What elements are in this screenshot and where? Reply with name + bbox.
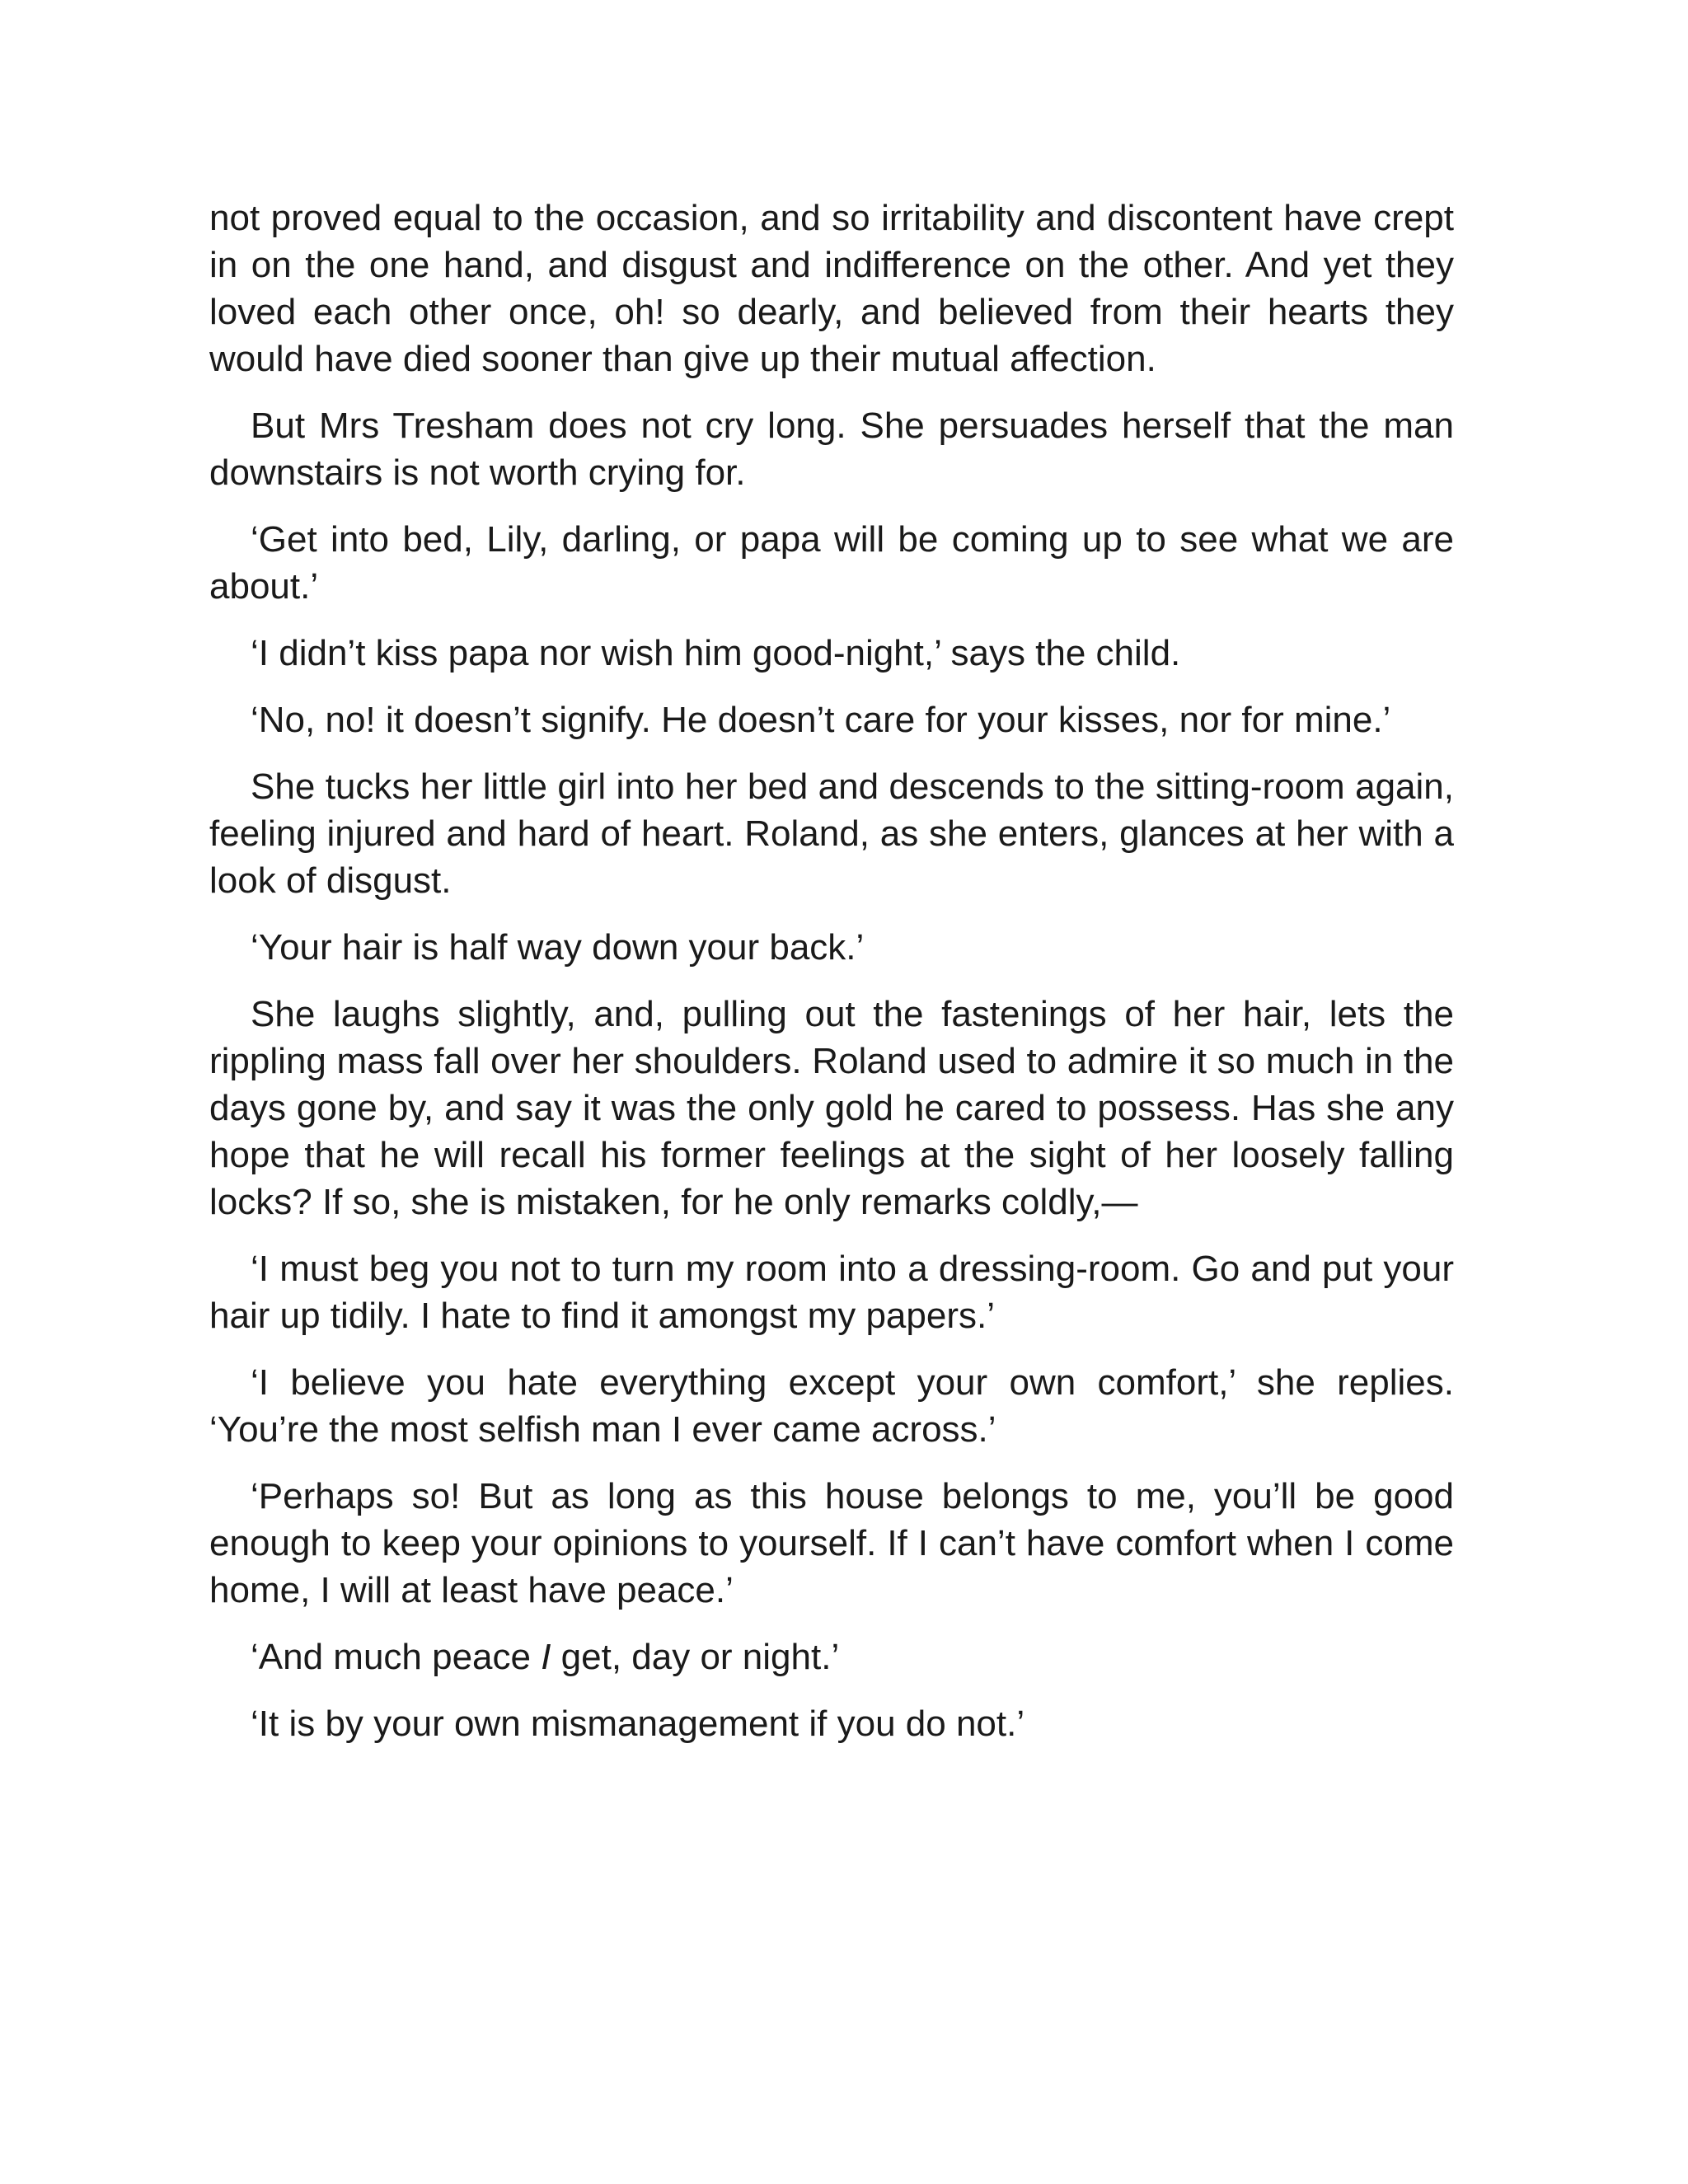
- paragraph-12-after: get, day or night.’: [551, 1637, 840, 1677]
- paragraph-6: She tucks her little girl into her bed and descends to the sitting-room again, feeling injured and hard of heart. Roland, as she enters, glances at her with a look of disgust.: [209, 766, 1454, 901]
- paragraph-12-before: ‘And much peace: [251, 1637, 542, 1677]
- paragraph-3: ‘Get into bed, Lily, darling, or papa will be coming up to see what we are about.’: [209, 519, 1454, 607]
- paragraph-11: ‘Perhaps so! But as long as this house belongs to me, you’ll be good enough to keep your opinions to yourself. If I can’t have comfort when I come home, I will at least have peace.’: [209, 1476, 1454, 1610]
- paragraph-9: ‘I must beg you not to turn my room into a dressing-room. Go and put your hair up tidily. I hate to find it amongst my papers.’: [209, 1249, 1454, 1336]
- paragraph-5: ‘No, no! it doesn’t signify. He doesn’t care for your kisses, nor for mine.’: [251, 700, 1391, 740]
- paragraph-1: not proved equal to the occasion, and so irritability and discontent have crept in on the one hand, and disgust and indifference on the other. And yet they loved each other once, oh! so dearly, and believed from their hearts they would have died sooner than give up their mutual affection.: [209, 198, 1454, 379]
- paragraph-12: [209, 1633, 1454, 1680]
- paragraph-10: ‘I believe you hate everything except your own comfort,’ she replies. ‘You’re the most selfish man I ever came across.’: [209, 1362, 1454, 1450]
- paragraph-4: ‘I didn’t kiss papa nor wish him good-night,’ says the child.: [251, 633, 1181, 673]
- paragraph-13: ‘It is by your own mismanagement if you do not.’: [251, 1704, 1025, 1744]
- paragraph-12-emphasis: I: [541, 1637, 551, 1677]
- page-body: [209, 194, 1454, 1747]
- paragraph-7: ‘Your hair is half way down your back.’: [251, 927, 865, 968]
- paragraph-2: But Mrs Tresham does not cry long. She persuades herself that the man downstairs is not worth crying for.: [209, 405, 1454, 493]
- paragraph-8: She laughs slightly, and, pulling out the fastenings of her hair, lets the rippling mass fall over her shoulders. Roland used to admire it so much in the days gone by, and say it was the only gold he cared to possess. Has she any hope that he will recall his former feelings at the sight of her loosely falling locks? If so, she is mistaken, for he only remarks coldly,—: [209, 994, 1454, 1222]
